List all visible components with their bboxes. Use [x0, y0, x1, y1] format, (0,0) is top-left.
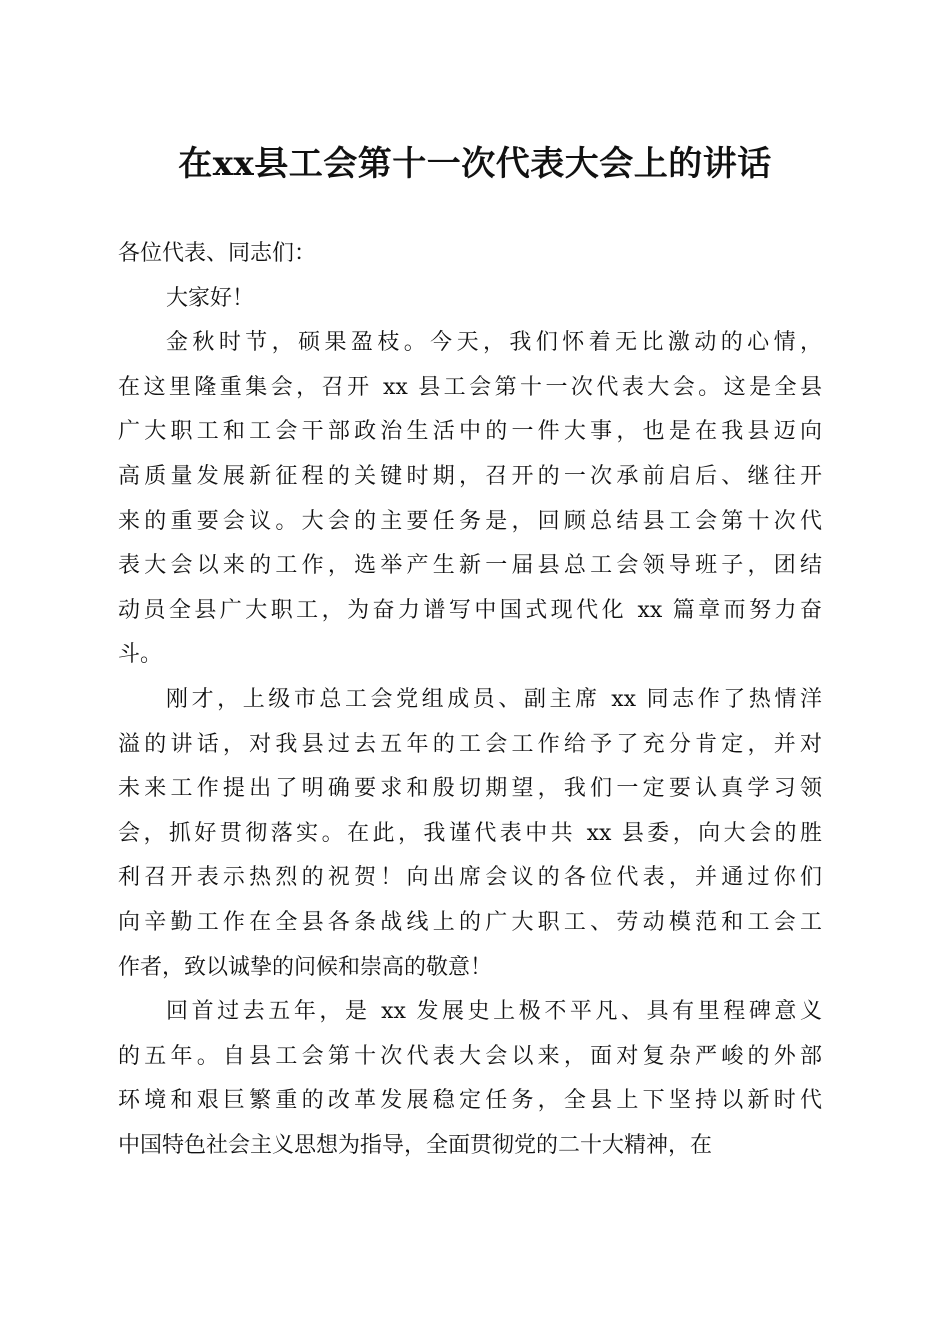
document-body	[118, 232, 822, 1168]
paragraph-line: 金秋时节，硕果盈枝。今天，我们怀着无比激动的心情，	[166, 330, 822, 356]
salutation: 各位代表、同志们：	[118, 241, 317, 266]
paragraph-line: 广大职工和工会干部政治生活中的一件大事，也是在我县迈向	[118, 419, 822, 445]
paragraph	[118, 990, 822, 1168]
paragraph-line: 会，抓好贯彻落实。在此，我谨代表中共 xx 县委，向大会的胜	[118, 820, 822, 846]
paragraph-line: 来的重要会议。大会的主要任务是，回顾总结县工会第十次代	[118, 508, 822, 534]
paragraph-line: 斗。	[118, 642, 163, 668]
greeting: 大家好！	[166, 285, 255, 311]
paragraph-line: 利召开表示热烈的祝贺！向出席会议的各位代表，并通过你们	[118, 865, 822, 891]
paragraph-line: 未来工作提出了明确要求和殷切期望，我们一定要认真学习领	[118, 776, 822, 802]
paragraph-line: 作者，致以诚挚的问候和崇高的敬意！	[118, 954, 493, 980]
paragraph	[118, 678, 822, 990]
paragraph-line: 溢的讲话，对我县过去五年的工会工作给予了充分肯定，并对	[118, 731, 822, 757]
paragraph-line: 刚才，上级市总工会党组成员、副主席 xx 同志作了热情洋	[166, 686, 822, 712]
paragraph-line: 向辛勤工作在全县各条战线上的广大职工、劳动模范和工会工	[118, 909, 822, 935]
paragraph-line: 高质量发展新征程的关键时期，召开的一次承前启后、继往开	[118, 463, 822, 489]
paragraph-line: 环境和艰巨繁重的改革发展稳定任务，全县上下坚持以新时代	[118, 1088, 822, 1114]
paragraph-line: 中国特色社会主义思想为指导，全面贯彻党的二十大精神，在	[118, 1132, 713, 1158]
paragraph	[118, 321, 822, 678]
paragraph-line: 在这里隆重集会，召开 xx 县工会第十一次代表大会。这是全县	[118, 374, 822, 400]
paragraphs	[118, 321, 822, 1168]
paragraph-line: 回首过去五年，是 xx 发展史上极不平凡、具有里程碑意义	[166, 999, 822, 1025]
paragraph-line: 的五年。自县工会第十次代表大会以来，面对复杂严峻的外部	[118, 1043, 822, 1069]
paragraph-line: 动员全县广大职工，为奋力谱写中国式现代化 xx 篇章而努力奋	[118, 597, 822, 623]
document-title: 在xx县工会第十一次代表大会上的讲话	[178, 144, 772, 184]
paragraph-line: 表大会以来的工作，选举产生新一届县总工会领导班子，团结	[118, 553, 822, 579]
